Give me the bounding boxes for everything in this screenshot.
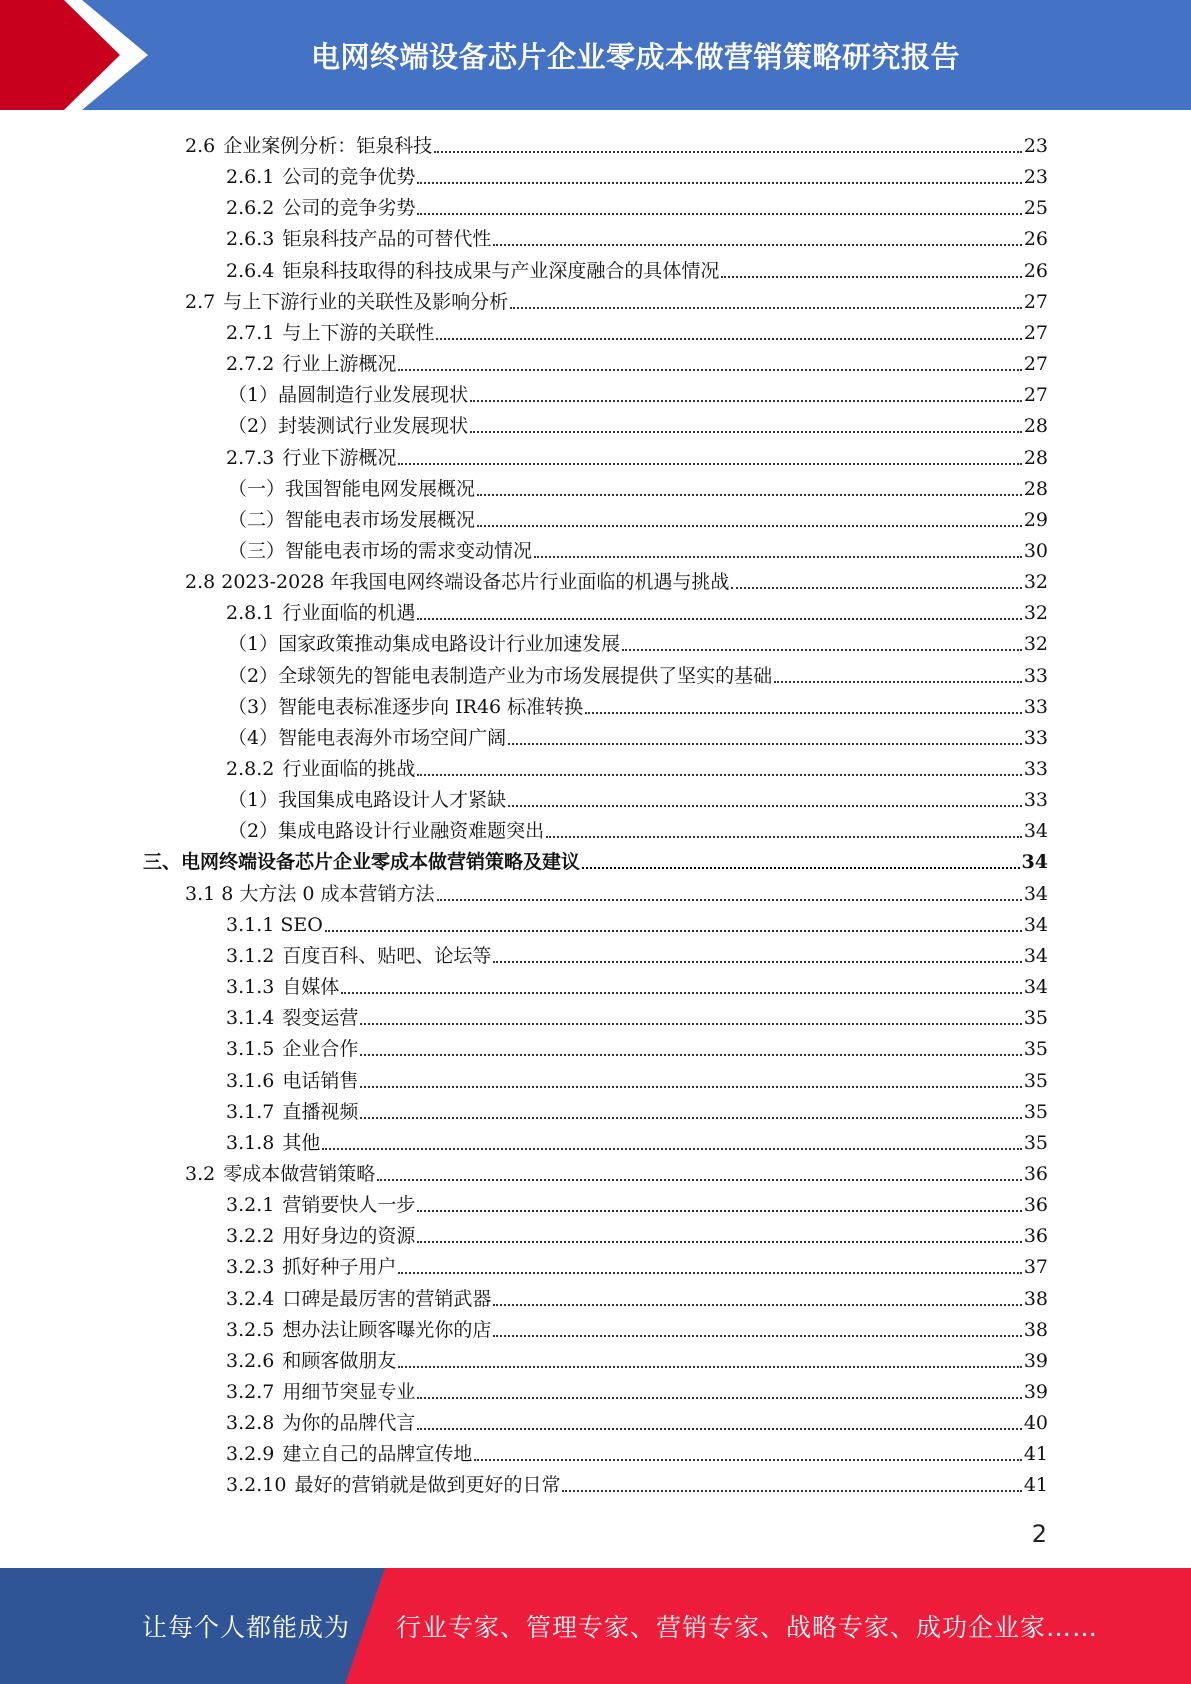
toc-entry[interactable]: [226, 439, 1048, 470]
toc-entry-text: 行业面临的机遇: [282, 602, 416, 625]
toc-entry-title: [226, 1287, 491, 1311]
toc-entry-text: 3.1 8 大方法 0 成本营销方法: [185, 882, 435, 905]
toc-entry-title: [185, 1162, 375, 1186]
toc-entry-page: 33: [1023, 789, 1048, 812]
toc-entry[interactable]: [228, 532, 1048, 563]
toc-dot-leader: [582, 866, 1020, 869]
toc-entry-text: 企业案例分析：钜泉科技: [223, 135, 433, 157]
toc-entry-number: 3.2.4: [226, 1287, 275, 1310]
toc-entry-title: [226, 1411, 415, 1435]
toc-dot-leader: [721, 275, 1021, 278]
toc-entry[interactable]: [228, 501, 1048, 532]
toc-entry-page: 36: [1023, 1162, 1048, 1185]
toc-entry-title: [185, 290, 508, 314]
toc-entry-page: 36: [1023, 1225, 1048, 1248]
toc-entry-title: [226, 1442, 472, 1466]
toc-entry[interactable]: [226, 1124, 1048, 1155]
toc-entry-page: 33: [1023, 695, 1048, 718]
toc-entry-number: 2.6.1: [226, 166, 275, 189]
toc-entry-title: [226, 944, 491, 968]
toc-entry-title: [226, 1318, 491, 1342]
toc-entry-number: 3.2.1: [226, 1194, 275, 1217]
toc-dot-leader: [417, 1396, 1021, 1399]
toc-dot-leader: [622, 648, 1022, 651]
toc-entry-text: 电话销售: [282, 1069, 359, 1092]
toc-entry-number: 3.2: [185, 1162, 216, 1185]
toc-entry-title: [226, 321, 434, 345]
toc-entry-number: 2.6.3: [226, 228, 275, 251]
toc-entry-text: 零成本做营销策略: [223, 1162, 376, 1185]
toc-entry[interactable]: [185, 283, 1048, 314]
toc-entry[interactable]: [226, 1186, 1048, 1217]
toc-entry-text: 其他: [282, 1131, 321, 1154]
toc-entry[interactable]: [226, 1435, 1048, 1466]
toc-entry-page: 30: [1023, 539, 1048, 562]
toc-entry-title: [226, 1473, 560, 1497]
toc-entry-page: 38: [1023, 1318, 1048, 1341]
toc-entry-text: 建立自己的品牌宣传地: [282, 1443, 473, 1466]
toc-entry[interactable]: [226, 1373, 1048, 1404]
toc-entry-page: 28: [1023, 477, 1048, 500]
toc-entry-page: 40: [1023, 1412, 1048, 1435]
toc-entry-text: 公司的竞争劣势: [282, 197, 416, 220]
toc-entry-text: （2）集成电路设计行业融资难题突出: [228, 820, 545, 843]
toc-entry[interactable]: [226, 220, 1048, 251]
toc-entry-title: [226, 1349, 396, 1373]
toc-dot-leader: [417, 181, 1021, 184]
toc-entry-text: （4）智能电表海外市场空间广阔: [228, 726, 507, 749]
toc-entry-text: 钜泉科技取得的科技成果与产业深度融合的具体情况: [282, 259, 720, 282]
toc-entry-number: 3.1.8: [226, 1131, 275, 1154]
toc-entry[interactable]: [226, 252, 1048, 283]
toc-entry-number: 3.2.3: [226, 1256, 275, 1279]
toc-dot-leader: [508, 742, 1022, 745]
toc-entry-text: 行业下游概况: [282, 446, 397, 469]
toc-entry-title: [226, 1069, 358, 1093]
toc-entry-text: 用细节突显专业: [282, 1381, 416, 1403]
toc-entry-page: 38: [1023, 1287, 1048, 1310]
toc-entry-page: 27: [1023, 290, 1048, 313]
toc-entry-page: 33: [1023, 758, 1048, 780]
toc-entry[interactable]: [226, 189, 1048, 220]
toc-entry-title: [228, 695, 583, 719]
toc-entry-text: 3.1.1 SEO: [226, 913, 323, 936]
toc-entry[interactable]: [185, 875, 1048, 906]
toc-entry[interactable]: [226, 906, 1048, 937]
toc-entry-title: [228, 539, 532, 563]
toc-entry-text: 与上下游的关联性: [282, 321, 435, 344]
toc-entry-text: 营销要快人一步: [282, 1194, 416, 1217]
toc-entry-title: [226, 975, 339, 999]
toc-entry[interactable]: [143, 843, 1048, 874]
toc-entry-page: 39: [1023, 1349, 1048, 1372]
toc-entry[interactable]: [226, 1217, 1048, 1248]
toc-entry-text: 自媒体: [282, 976, 340, 999]
toc-dot-leader: [493, 243, 1021, 246]
toc-entry-page: 23: [1023, 166, 1048, 189]
toc-entry-number: 3.1.4: [226, 1007, 275, 1030]
toc-dot-leader: [360, 1116, 1021, 1119]
toc-dot-leader: [377, 1178, 1022, 1181]
toc-dot-leader: [493, 960, 1021, 963]
toc-dot-leader: [436, 337, 1021, 340]
toc-entry-text: 企业合作: [282, 1038, 359, 1061]
toc-entry-title: [226, 1224, 415, 1248]
toc-entry-number: 3.1.6: [226, 1069, 275, 1092]
toc-entry-number: 3.2.10: [226, 1474, 287, 1497]
toc-entry-title: [228, 383, 468, 407]
toc-entry-title: [226, 1006, 358, 1030]
toc-entry[interactable]: [228, 812, 1048, 843]
toc-entry[interactable]: [226, 1093, 1048, 1124]
header-arrow-graphic: [0, 0, 160, 110]
toc-entry[interactable]: [228, 470, 1048, 501]
toc-entry-page: 27: [1023, 353, 1048, 376]
toc-dot-leader: [434, 150, 1022, 153]
toc-entry[interactable]: [226, 1404, 1048, 1435]
toc-entry-number: 3.2.5: [226, 1318, 275, 1341]
toc-entry-number: 3.2.7: [226, 1381, 275, 1403]
toc-entry-text: 百度百科、贴吧、论坛等: [282, 944, 492, 967]
toc-entry-text: 口碑是最厉害的营销武器: [282, 1287, 492, 1310]
toc-entry-page: 35: [1023, 1038, 1048, 1061]
toc-entry[interactable]: [226, 999, 1048, 1030]
toc-entry-title: [228, 664, 772, 688]
toc-dot-leader: [477, 493, 1022, 496]
toc-entry[interactable]: [226, 345, 1048, 376]
toc-entry-page: 35: [1023, 1007, 1048, 1030]
toc-entry-page: 26: [1023, 228, 1048, 251]
toc-entry-number: 3.2.9: [226, 1443, 275, 1466]
toc-entry-title: [228, 819, 544, 843]
toc-entry-page: 39: [1023, 1381, 1048, 1403]
toc-dot-leader: [731, 586, 1021, 589]
toc-entry-page: 37: [1023, 1256, 1048, 1279]
toc-entry-title: [228, 477, 475, 501]
toc-entry-number: 2.7: [185, 290, 216, 313]
toc-entry-text: （3）智能电表标准逐步向 IR46 标准转换: [228, 695, 584, 718]
toc-entry-page: 36: [1023, 1194, 1048, 1217]
toc-entry-page: 23: [1023, 135, 1048, 157]
toc-entry-number: 2.6: [185, 135, 216, 157]
toc-entry-title: [226, 1193, 415, 1217]
toc-entry-page: 34: [1023, 882, 1048, 905]
toc-entry-text: 裂变运营: [282, 1007, 359, 1030]
toc-dot-leader: [470, 430, 1022, 433]
toc-entry-text: 行业面临的挑战: [282, 758, 416, 780]
toc-dot-leader: [398, 462, 1021, 465]
toc-entry[interactable]: [226, 1062, 1048, 1093]
toc-entry-title: [226, 913, 323, 937]
toc-entry-title: [226, 757, 415, 781]
toc-dot-leader: [510, 306, 1022, 309]
toc-entry-number: 2.8.1: [226, 602, 275, 625]
toc-entry[interactable]: [228, 657, 1048, 688]
toc-entry-page: 35: [1023, 1100, 1048, 1123]
toc-entry-title: [143, 850, 580, 874]
footer-slogan-left: 让每个人都能成为: [142, 1613, 351, 1642]
toc-dot-leader: [417, 212, 1021, 215]
toc-entry-text: （二）智能电表市场发展概况: [228, 508, 476, 531]
toc-entry-title: [228, 726, 506, 750]
toc-entry-title: [226, 1255, 396, 1279]
toc-entry[interactable]: [185, 127, 1048, 158]
toc-entry-title: [226, 227, 491, 251]
toc-entry[interactable]: [228, 407, 1048, 438]
toc-entry-number: 2.7.2: [226, 353, 275, 376]
toc-entry-text: （2）封装测试行业发展现状: [228, 415, 469, 438]
toc-entry-text: 行业上游概况: [282, 353, 397, 376]
toc-entry-text: 三、电网终端设备芯片企业零成本做营销策略及建议: [143, 851, 581, 874]
toc-entry[interactable]: [226, 1342, 1048, 1373]
toc-dot-leader: [508, 804, 1022, 807]
toc-dot-leader: [417, 773, 1021, 776]
toc-dot-leader: [341, 991, 1021, 994]
toc-dot-leader: [322, 1147, 1021, 1150]
toc-entry[interactable]: [226, 750, 1048, 781]
toc-entry-text: （三）智能电表市场的需求变动情况: [228, 539, 533, 562]
toc-entry[interactable]: [226, 968, 1048, 999]
toc-entry-page: 32: [1023, 571, 1048, 594]
toc-dot-leader: [437, 898, 1022, 901]
toc-entry-number: 3.1.3: [226, 976, 275, 999]
toc-dot-leader: [546, 835, 1022, 838]
toc-dot-leader: [398, 368, 1021, 371]
toc-entry-text: 和顾客做朋友: [282, 1349, 397, 1372]
toc-entry-title: [226, 196, 415, 220]
toc-dot-leader: [360, 1085, 1021, 1088]
toc-entry-text: 直播视频: [282, 1100, 359, 1123]
toc-entry-text: 抓好种子用户: [282, 1256, 397, 1279]
toc-entry-number: 2.7.1: [226, 321, 275, 344]
toc-entry-page: 28: [1023, 446, 1048, 469]
report-header: [0, 0, 1191, 110]
toc-entry-title: [228, 788, 506, 812]
toc-entry-number: 3.2.6: [226, 1349, 275, 1372]
toc-entry-title: [226, 1100, 358, 1124]
toc-entry-number: 3.1.2: [226, 944, 275, 967]
toc-entry-title: [228, 632, 620, 656]
toc-dot-leader: [585, 711, 1022, 714]
toc-entry-number: 3.2.2: [226, 1225, 275, 1248]
toc-entry-text: （2）全球领先的智能电表制造产业为市场发展提供了坚实的基础: [228, 664, 773, 687]
toc-entry[interactable]: [226, 1030, 1048, 1061]
toc-entry-page: 35: [1023, 1069, 1048, 1092]
toc-dot-leader: [417, 1427, 1021, 1430]
toc-entry-page: 41: [1023, 1443, 1048, 1466]
toc-entry-page: 32: [1023, 633, 1048, 656]
toc-entry[interactable]: [228, 376, 1048, 407]
toc-entry-text: 最好的营销就是做到更好的日常: [294, 1474, 561, 1497]
toc-entry-title: [226, 1380, 415, 1404]
toc-entry-page: 27: [1023, 384, 1048, 407]
toc-entry-number: 3.1.7: [226, 1100, 275, 1123]
toc-entry-page: 32: [1023, 602, 1048, 625]
toc-dot-leader: [417, 617, 1021, 620]
toc-entry-page: 34: [1023, 976, 1048, 999]
toc-entry-page: 34: [1023, 913, 1048, 936]
toc-entry-number: 2.8.2: [226, 758, 275, 780]
toc-entry-page: 33: [1023, 726, 1048, 749]
toc-entry-page: 28: [1023, 415, 1048, 438]
toc-entry-title: [226, 259, 719, 283]
footer-banner: [0, 1568, 1191, 1684]
toc-dot-leader: [360, 1022, 1021, 1025]
toc-entry-title: [185, 882, 435, 906]
toc-dot-leader: [398, 1271, 1021, 1274]
toc-entry[interactable]: [228, 781, 1048, 812]
toc-dot-leader: [325, 929, 1022, 932]
footer-slogan-right: 行业专家、管理专家、营销专家、战略专家、成功企业家……: [396, 1613, 1099, 1642]
toc-entry[interactable]: [226, 1280, 1048, 1311]
toc-entry-page: 34: [1023, 820, 1048, 843]
toc-entry-text: 用好身边的资源: [282, 1225, 416, 1248]
toc-entry[interactable]: [226, 937, 1048, 968]
toc-entry-title: [228, 414, 468, 438]
toc-entry-title: [226, 352, 396, 376]
toc-entry[interactable]: [228, 625, 1048, 656]
toc-dot-leader: [493, 1334, 1021, 1337]
report-title: 电网终端设备芯片企业零成本做营销策略研究报告: [310, 39, 960, 74]
toc-entry-number: 2.6.2: [226, 197, 275, 220]
toc-entry-text: 与上下游行业的关联性及影响分析: [223, 290, 509, 313]
toc-entry-text: （1）我国集成电路设计人才紧缺: [228, 789, 507, 812]
toc-entry-page: 35: [1023, 1131, 1048, 1154]
toc-entry-title: [185, 570, 729, 594]
toc-entry-title: [226, 601, 415, 625]
toc-entry-title: [226, 165, 415, 189]
toc-dot-leader: [417, 1209, 1021, 1212]
toc-entry-number: 3.1.5: [226, 1038, 275, 1061]
toc-entry-number: 2.6.4: [226, 259, 275, 282]
toc-dot-leader: [474, 1458, 1021, 1461]
toc-entry-page: 27: [1023, 321, 1048, 344]
toc-dot-leader: [360, 1053, 1021, 1056]
page-number: 2: [1031, 1520, 1047, 1548]
toc-entry-title: [228, 508, 475, 532]
toc-dot-leader: [398, 1365, 1021, 1368]
toc-entry-page: 25: [1023, 197, 1048, 220]
toc-entry-text: 为你的品牌代言: [282, 1412, 416, 1435]
toc-entry-number: 3.2.8: [226, 1412, 275, 1435]
toc-entry-text: （1）晶圆制造行业发展现状: [228, 384, 469, 407]
toc-entry[interactable]: [228, 688, 1048, 719]
toc-entry-text: （一）我国智能电网发展概况: [228, 477, 476, 500]
toc-entry-title: [185, 134, 432, 158]
toc-entry-title: [226, 1037, 358, 1061]
toc-entry-text: （1）国家政策推动集成电路设计行业加速发展: [228, 633, 621, 656]
toc-dot-leader: [774, 680, 1022, 683]
toc-entry-page: 33: [1023, 664, 1048, 687]
toc-entry[interactable]: [226, 1248, 1048, 1279]
toc-dot-leader: [417, 1240, 1021, 1243]
toc-entry[interactable]: [226, 1466, 1048, 1497]
toc-entry-title: [226, 446, 396, 470]
toc-entry[interactable]: [226, 158, 1048, 189]
toc-entry[interactable]: [226, 314, 1048, 345]
toc-dot-leader: [477, 524, 1022, 527]
toc-entry-page: 34: [1023, 944, 1048, 967]
toc-entry-text: 2.8 2023-2028 年我国电网终端设备芯片行业面临的机遇与挑战: [185, 571, 730, 594]
toc-entry-number: 2.7.3: [226, 446, 275, 469]
toc-entry-page: 34: [1021, 851, 1048, 874]
toc-entry[interactable]: [185, 563, 1048, 594]
toc-dot-leader: [562, 1489, 1021, 1492]
toc-entry-text: 钜泉科技产品的可替代性: [282, 228, 492, 251]
toc-dot-leader: [470, 399, 1022, 402]
toc-entry[interactable]: [228, 719, 1048, 750]
toc-entry-text: 想办法让顾客曝光你的店: [282, 1318, 492, 1341]
toc-entry-text: 公司的竞争优势: [282, 166, 416, 189]
toc-entry[interactable]: [185, 1155, 1048, 1186]
toc-entry-title: [226, 1131, 320, 1155]
toc-entry[interactable]: [226, 1311, 1048, 1342]
toc-entry-page: 41: [1023, 1474, 1048, 1497]
toc-dot-leader: [534, 555, 1022, 558]
toc-entry-page: 26: [1023, 259, 1048, 282]
toc-entry-page: 29: [1023, 508, 1048, 531]
toc-dot-leader: [493, 1303, 1021, 1306]
toc-entry[interactable]: [226, 594, 1048, 625]
